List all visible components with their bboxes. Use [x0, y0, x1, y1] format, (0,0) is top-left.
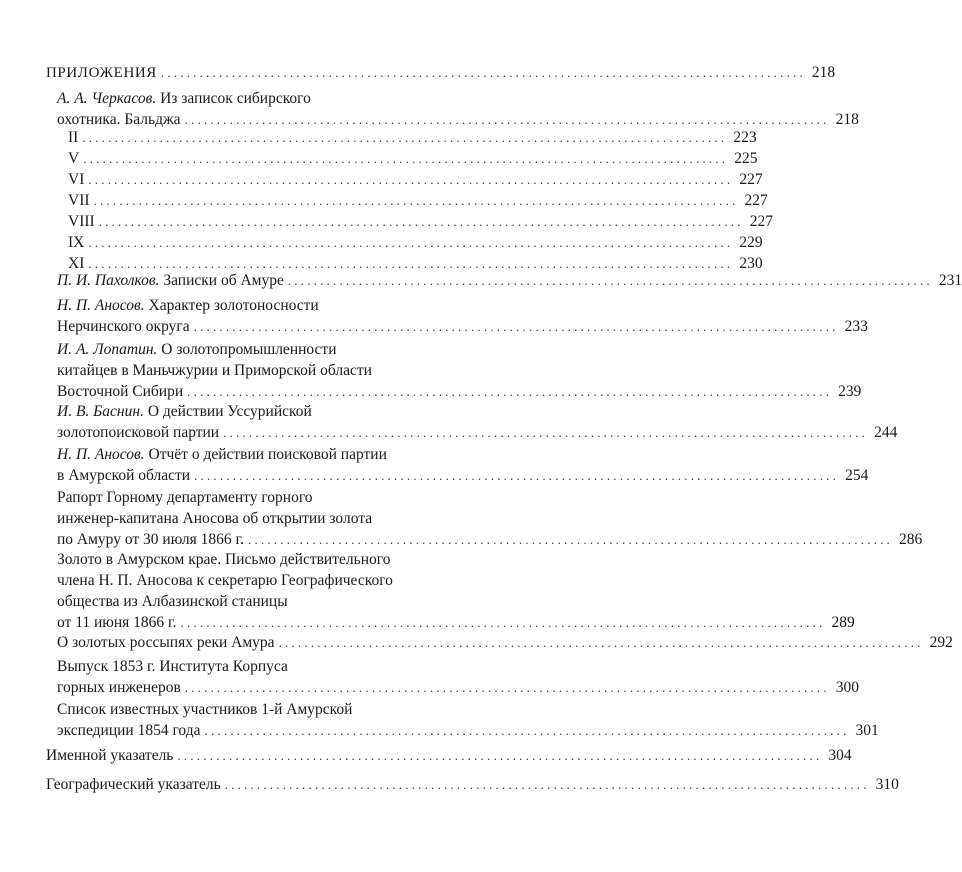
author-name: И. В. Баснин.	[57, 403, 144, 420]
page-number: 225	[734, 150, 758, 167]
entry-title-line: О золотых россыпях реки Амура	[57, 634, 275, 651]
entry-title-line: золотопоисковой партии	[57, 424, 220, 441]
entry-title-line: О действии Уссурийской	[147, 403, 312, 420]
dot-leader: ....................................................................................................	[223, 425, 869, 440]
page-number: 218	[811, 64, 836, 81]
page-number: 254	[845, 467, 869, 484]
toc-chapter	[68, 190, 768, 211]
author-name: П. И. Пахолков.	[57, 272, 160, 289]
toc-entry-anosov-gold	[57, 295, 868, 337]
entry-title-line: Список известных участников 1-й Амурской	[57, 701, 353, 718]
toc-entry-vypusk	[57, 656, 860, 698]
page-number: 229	[739, 234, 763, 251]
page-number: 310	[875, 776, 899, 793]
page-number: 301	[855, 722, 879, 739]
entry-title-line: Нерчинского округа	[57, 318, 190, 335]
toc-entry-raport	[57, 487, 923, 550]
toc-entry-spisok	[57, 699, 879, 741]
dot-leader: ....................................................................................................	[88, 235, 734, 250]
page-number: 223	[733, 129, 757, 146]
toc-entry-anosov-report	[57, 444, 869, 486]
dot-leader: ....................................................................................................	[184, 112, 830, 127]
entry-title-line: общества из Албазинской станицы	[57, 593, 288, 610]
entry-title-line: инженер-капитана Аносова об открытии золота	[57, 510, 373, 527]
page-number: 218	[835, 111, 859, 128]
toc-chapter	[68, 232, 763, 253]
dot-leader: ....................................................................................................	[204, 723, 850, 738]
chapter-label: VI	[68, 171, 85, 188]
author-name: Н. П. Аносов.	[57, 297, 145, 314]
toc-chapter	[68, 169, 763, 190]
page-number: 230	[739, 255, 763, 272]
chapter-label: IX	[68, 234, 85, 251]
page-number: 227	[739, 171, 763, 188]
entry-title-line: Восточной Сибири	[57, 383, 184, 400]
toc-entry-pakholkov	[57, 270, 962, 291]
entry-title-line: по Амуру от 30 июля 1866 г.	[57, 531, 244, 548]
page-number: 227	[749, 213, 773, 230]
dot-leader: ....................................................................................................	[248, 532, 893, 547]
toc-entry-appendix	[46, 62, 836, 83]
toc-chapter	[68, 148, 758, 169]
toc-chapter	[68, 211, 773, 232]
dot-leader: ....................................................................................................	[88, 256, 734, 271]
chapter-label: VIII	[68, 213, 95, 230]
entry-title-line: О золотопромышленности	[161, 341, 337, 358]
author-name: И. А. Лопатин.	[57, 341, 158, 358]
entry-title-line: Выпуск 1853 г. Института Корпуса	[57, 658, 288, 675]
dot-leader: ....................................................................................................	[278, 635, 924, 650]
dot-leader: ....................................................................................................	[98, 214, 744, 229]
dot-leader: ....................................................................................................	[184, 680, 830, 695]
toc-entry-zoloto	[57, 549, 855, 633]
entry-title-line: Характер золотоносности	[148, 297, 319, 314]
chapter-label: V	[68, 150, 80, 167]
dot-leader: ....................................................................................................	[82, 130, 728, 145]
entry-title-line: охотника. Бальджа	[57, 111, 181, 128]
entry-title-line: Из записок сибирского	[160, 90, 311, 107]
entry-title-line: горных инженеров	[57, 679, 181, 696]
entry-title-line: в Амурской области	[57, 467, 191, 484]
dot-leader: ....................................................................................................	[224, 777, 870, 792]
dot-leader: ....................................................................................................	[93, 193, 739, 208]
toc-entry-cherkasov	[57, 88, 859, 130]
dot-leader: ....................................................................................................	[177, 748, 823, 763]
toc-entry-geo-index	[46, 774, 899, 795]
toc-chapter	[68, 127, 757, 148]
dot-leader: ....................................................................................................	[287, 273, 933, 288]
entry-title-line: Отчёт о действии поисковой партии	[148, 446, 387, 463]
section-title: ПРИЛОЖЕНИЯ	[46, 65, 157, 81]
dot-leader: ....................................................................................................	[160, 65, 806, 80]
entry-title-line: Именной указатель	[46, 747, 174, 764]
dot-leader: ....................................................................................................	[187, 384, 833, 399]
page-number: 300	[835, 679, 860, 696]
chapter-label: II	[68, 129, 79, 146]
entry-title-line: китайцев в Маньчжурии и Приморской области	[57, 362, 372, 379]
entry-title-line: члена Н. П. Аносова к секретарю Географического	[57, 572, 393, 589]
entry-title-line: от 11 июня 1866 г.	[57, 614, 177, 631]
dot-leader: ....................................................................................................	[193, 319, 839, 334]
dot-leader: ....................................................................................................	[83, 151, 729, 166]
author-name: А. А. Черкасов.	[57, 90, 157, 107]
chapter-label: VII	[68, 192, 90, 209]
entry-title-line: Записки об Амуре	[163, 272, 284, 289]
page-number: 227	[744, 192, 768, 209]
dot-leader: ....................................................................................................	[194, 468, 840, 483]
page-number: 304	[828, 747, 852, 764]
chapter-label: XI	[68, 255, 85, 272]
page-number: 239	[838, 383, 862, 400]
page-number: 292	[929, 634, 953, 651]
page-number: 233	[844, 318, 868, 335]
entry-title-line: Географический указатель	[46, 776, 221, 793]
page-number: 286	[899, 531, 923, 548]
entry-title-line: Рапорт Горному департаменту горного	[57, 489, 313, 506]
entry-title-line: Золото в Амурском крае. Письмо действительного	[57, 551, 391, 568]
page-number: 231	[938, 272, 962, 289]
page-number: 289	[831, 614, 855, 631]
toc-entry-name-index	[46, 745, 852, 766]
toc-chapter-list	[68, 127, 773, 274]
toc-entry-rossypi	[57, 632, 953, 653]
dot-leader: ....................................................................................................	[180, 615, 826, 630]
dot-leader: ....................................................................................................	[88, 172, 734, 187]
entry-title-line: экспедиции 1854 года	[57, 722, 201, 739]
toc-entry-basnin	[57, 401, 898, 443]
toc-entry-lopatin	[57, 339, 862, 402]
page-number: 244	[874, 424, 898, 441]
author-name: Н. П. Аносов.	[57, 446, 145, 463]
